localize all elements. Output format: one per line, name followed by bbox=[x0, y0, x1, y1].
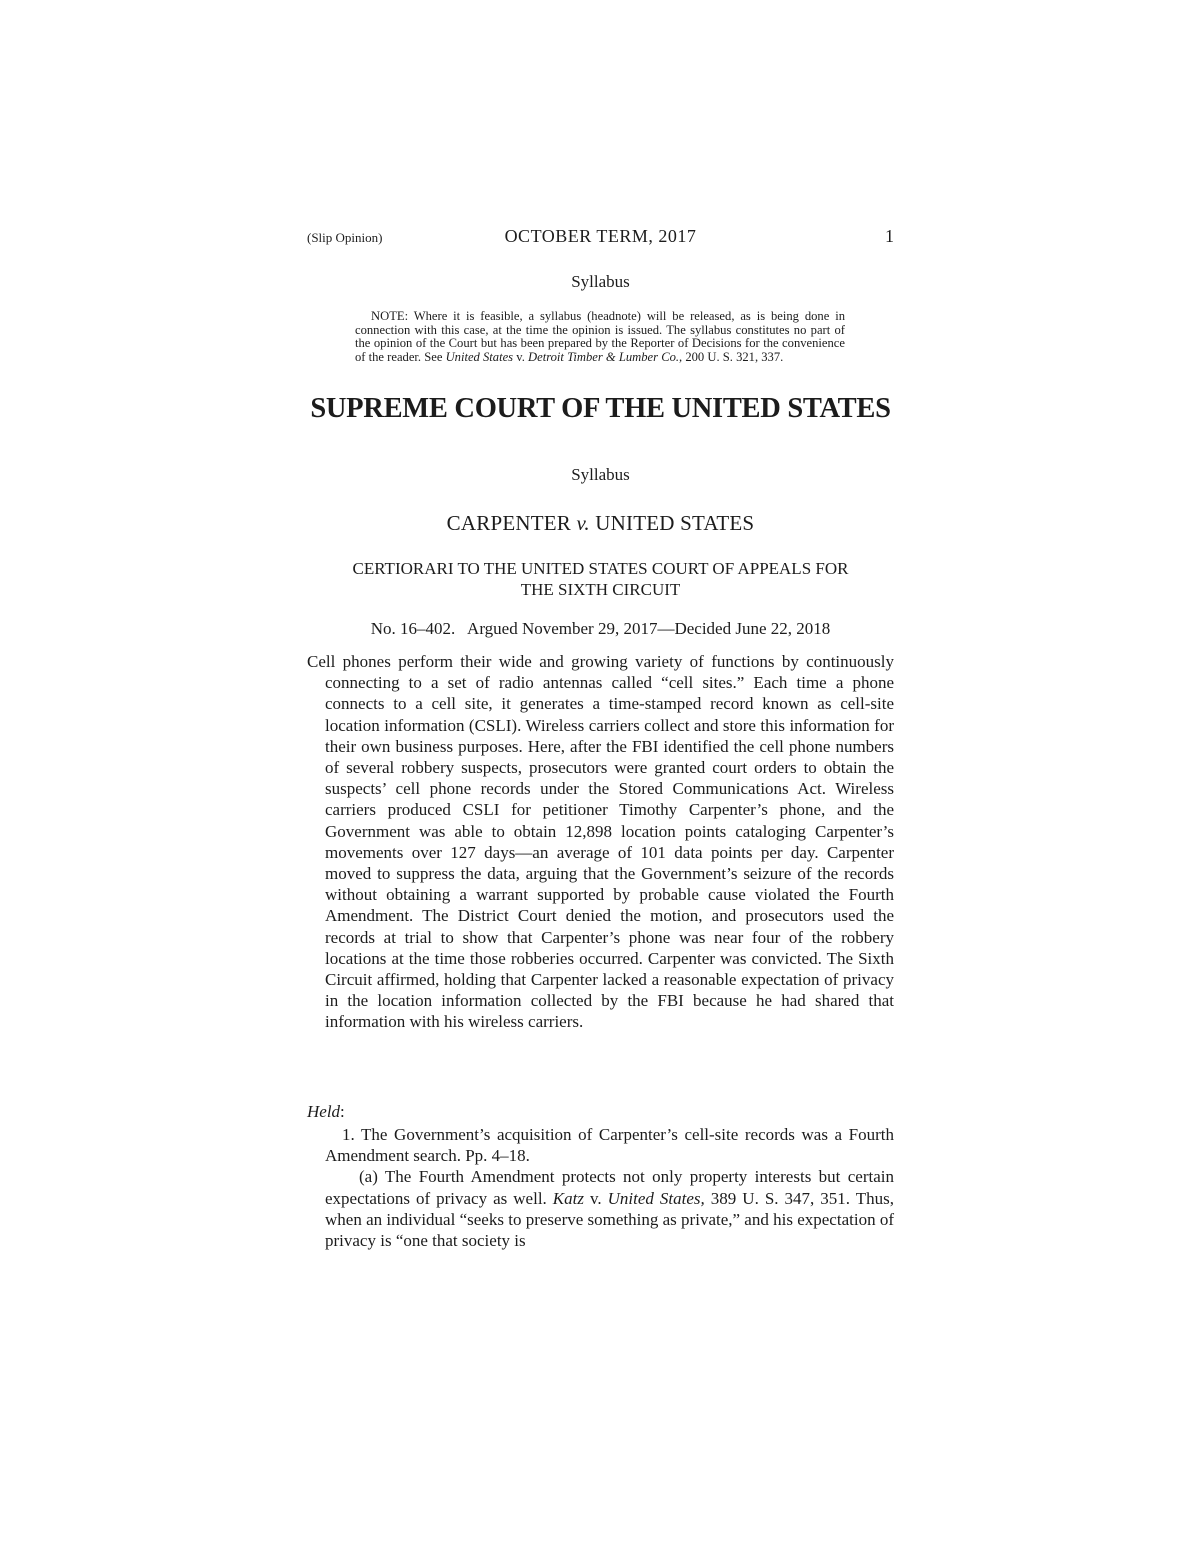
syllabus-label-top: Syllabus bbox=[571, 272, 630, 291]
caption-party-2: UNITED STATES bbox=[589, 511, 755, 535]
caption-party-1: CARPENTER bbox=[446, 511, 577, 535]
note-case-a: United States bbox=[445, 349, 514, 364]
note-text: NOTE: Where it is feasible, a syllabus (headnote) will be released, as is being done in connection with this case, at the time the opinion is issued. The syllabus constitutes no part of the opinion of the Court but has been prepared by the Reporter of Decisions for the convenience of the reader. See bbox=[355, 309, 845, 364]
held-colon: : bbox=[340, 1102, 345, 1121]
note-v: v. bbox=[513, 349, 529, 364]
note-case-b: Detroit Timber & Lumber Co., bbox=[528, 349, 683, 364]
held-point-1: 1. The Government’s acquisition of Carpenter’s cell-site records was a Fourth Amendment search. Pp. 4–18. bbox=[325, 1125, 894, 1166]
page-number: 1 bbox=[885, 226, 894, 246]
katz-us: United States, bbox=[607, 1188, 705, 1208]
held-point-1a bbox=[325, 1166, 894, 1251]
point-1a-rest: 389 U. S. 347, 351. Thus, when an individual “seeks to preserve something as private,” and his expectation of privacy is “one that society is bbox=[325, 1188, 894, 1251]
held-word: Held bbox=[307, 1102, 341, 1121]
certiorari-heading bbox=[307, 558, 894, 600]
certiorari-line-1: CERTIORARI TO THE UNITED STATES COURT OF APPEALS FOR bbox=[352, 559, 849, 578]
katz-v: v. bbox=[583, 1188, 608, 1208]
syllabus-label: Syllabus bbox=[571, 465, 630, 484]
court-name: SUPREME COURT OF THE UNITED STATES bbox=[310, 393, 891, 424]
caption-v: v. bbox=[576, 511, 590, 535]
point-1a-text: (a) The Fourth Amendment protects not only property interests but certain expectations of privacy as well. bbox=[325, 1167, 894, 1208]
case-caption bbox=[307, 511, 894, 536]
running-head bbox=[307, 226, 894, 248]
docket-line: No. 16–402. Argued November 29, 2017—Decided June 22, 2018 bbox=[370, 619, 831, 638]
certiorari-line-2: THE SIXTH CIRCUIT bbox=[520, 580, 681, 599]
term-heading: OCTOBER TERM, 2017 bbox=[504, 226, 697, 246]
note-cite: 200 U. S. 321, 337. bbox=[682, 349, 784, 364]
slip-opinion-label: (Slip Opinion) bbox=[307, 230, 383, 245]
reporter-note bbox=[355, 310, 845, 364]
held-label bbox=[307, 1102, 345, 1122]
katz-case: Katz bbox=[552, 1188, 584, 1208]
held-body bbox=[325, 1124, 894, 1251]
case-summary: Cell phones perform their wide and growing variety of functions by continuously connecting to a set of radio antennas called “cell sites.” Each time a phone connects to a cell site, it generates a time-stamped record known as cell-site location information (CSLI). Wireless carriers collect and store this information for their own business purposes. Here, after the FBI identified the cell phone numbers of several robbery suspects, prosecutors were granted court orders to obtain the suspects’ cell phone records under the Stored Communications Act. Wireless carriers produced CSLI for petitioner Timothy Carpenter’s phone, and the Government was able to obtain 12,898 location points cataloging Carpenter’s movements over 127 days—an average of 101 data points per day. Carpenter moved to suppress the data, arguing that the Government’s seizure of the records without obtaining a warrant supported by probable cause violated the Fourth Amendment. The District Court denied the motion, and prosecutors used the records at trial to show that Carpenter’s phone was near four of the robbery locations at the time those robberies occurred. Carpenter was convicted. The Sixth Circuit affirmed, holding that Carpenter lacked a reasonable expectation of privacy in the location information collected by the FBI because he had shared that information with his wireless carriers. bbox=[307, 652, 894, 1032]
